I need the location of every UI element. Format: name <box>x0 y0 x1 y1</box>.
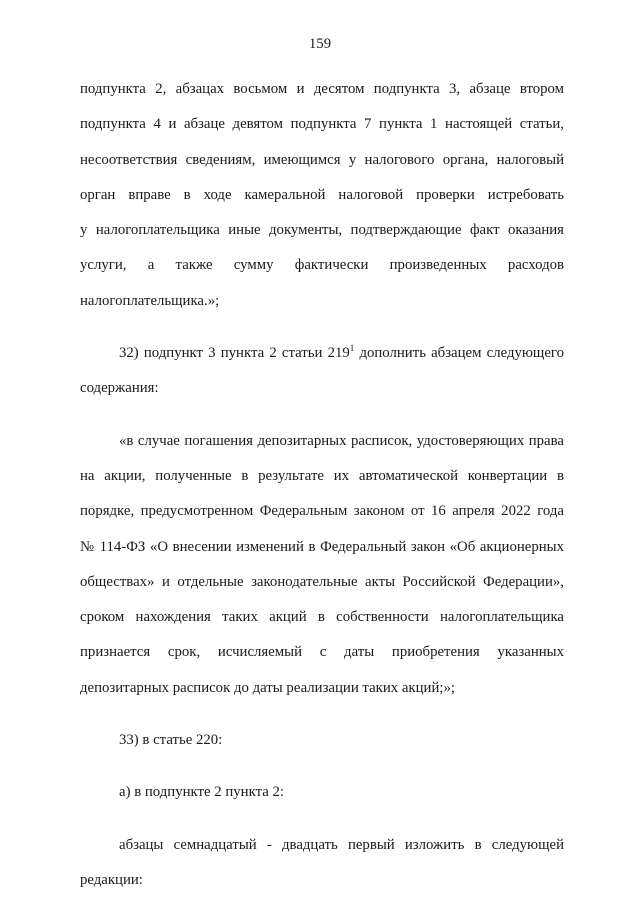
text-line: содержания: <box>80 380 159 397</box>
paragraph-6 <box>80 828 564 899</box>
text-line: у налогоплательщика иные документы, подтверждающие факт оказания <box>80 222 564 239</box>
paragraph-3 <box>80 424 564 706</box>
text-line: «в случае погашения депозитарных расписок, удостоверяющих права <box>119 432 564 449</box>
text-line: на акции, полученные в результате их автоматической конвертации в <box>80 467 564 484</box>
text-line: обществах» и отдельные законодательные акты Российской Федерации», <box>80 573 564 590</box>
text-line <box>80 336 564 371</box>
text-line: сроком нахождения таких акций в собственности налогоплательщика <box>80 609 564 626</box>
text-line: абзацы семнадцатый - двадцать первый изложить в следующей <box>119 836 564 853</box>
text-line: подпункта 4 и абзаце девятом подпункта 7 пункта 1 настоящей статьи, <box>80 116 564 133</box>
text-fragment: дополнить абзацем следующего <box>354 345 564 362</box>
document-body <box>80 72 564 898</box>
text-line: несоответствия сведениям, имеющимся у налогового органа, налоговый <box>80 151 564 168</box>
text-fragment: 32) подпункт 3 пункта 2 статьи 219 <box>119 345 350 362</box>
text-line: услуги, а также сумму фактически произведенных расходов <box>80 257 564 274</box>
text-line: порядке, предусмотренном Федеральным законом от 16 апреля 2022 года <box>80 503 564 520</box>
page-number: 159 <box>308 36 332 52</box>
text-line: № 114-ФЗ «О внесении изменений в Федеральный закон «Об акционерных <box>80 538 564 555</box>
text-line: налогоплательщика.»; <box>80 292 220 309</box>
text-line: депозитарных расписок до даты реализации таких акций;»; <box>80 679 455 696</box>
text-line: подпункта 2, абзацах восьмом и десятом подпункта 3, абзаце втором <box>80 81 564 97</box>
paragraph-2 <box>80 336 564 407</box>
paragraph-1 <box>80 72 564 319</box>
text-line: признается срок, исчисляемый с даты приобретения указанных <box>80 644 564 661</box>
paragraph-5: а) в подпункте 2 пункта 2: <box>119 784 285 801</box>
superscript: 1 <box>349 343 355 354</box>
text-line: орган вправе в ходе камеральной налоговой проверки истребовать <box>80 186 564 203</box>
paragraph-4: 33) в статье 220: <box>119 732 223 749</box>
text-line: редакции: <box>80 871 143 888</box>
